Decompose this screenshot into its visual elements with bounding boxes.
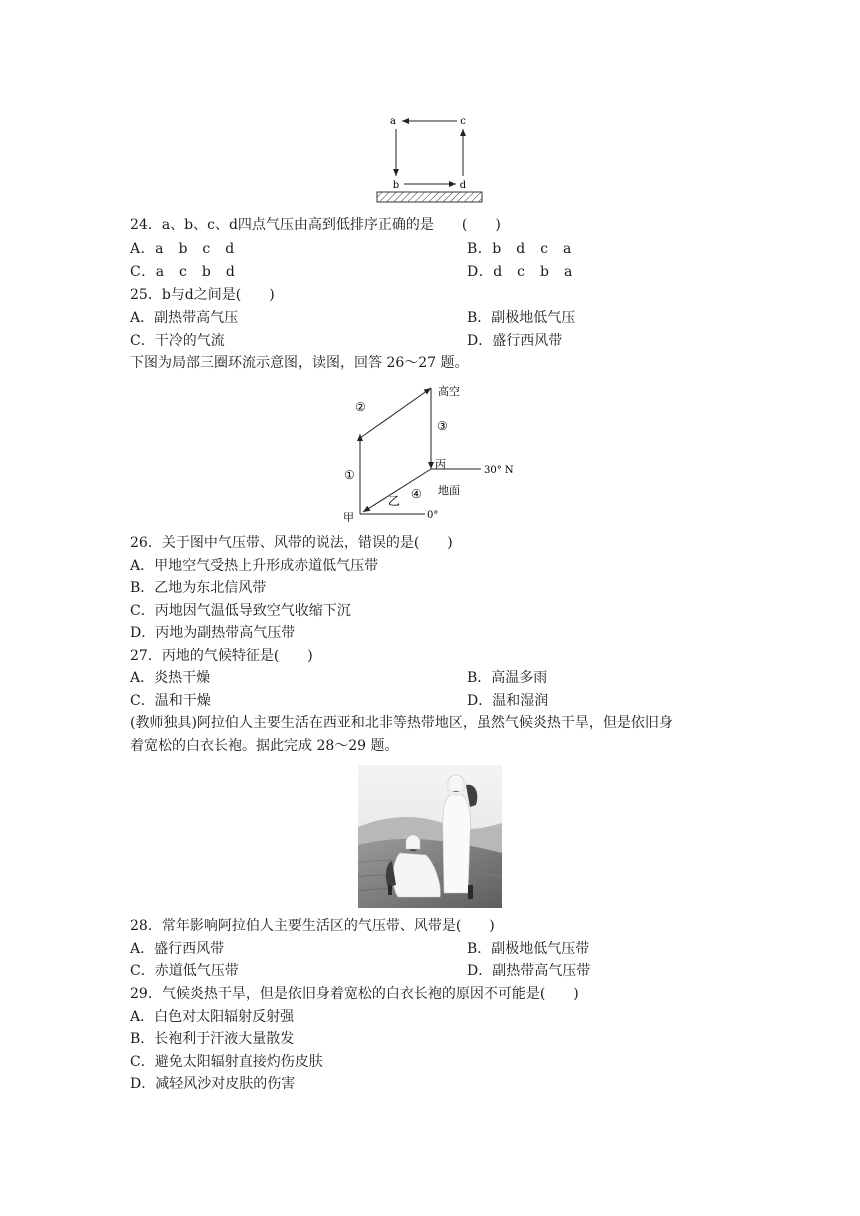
label-ground: 地面	[438, 484, 460, 497]
q27-option-b: B．高温多雨	[467, 670, 548, 686]
q26-option-a: A．甲地空气受热上升形成赤道低气压带	[130, 558, 379, 574]
label-jia: 甲	[343, 511, 354, 524]
intro-28-29-line2: 着宽松的白衣长袍。据此完成 28～29 题。	[130, 738, 399, 754]
q28-option-d: D．副热带高气压带	[467, 963, 591, 979]
q26-option-b: B．乙地为东北信风带	[130, 580, 267, 596]
q27-stem: 27．丙地的气候特征是( )	[130, 648, 313, 664]
label-circle-2: ②	[355, 400, 366, 414]
q25-option-d: D．盛行西风带	[467, 333, 563, 349]
label-0deg: 0°	[427, 510, 439, 521]
q29-stem: 29．气候炎热干旱，但是依旧身着宽松的白衣长袍的原因不可能是( )	[130, 986, 579, 1002]
ground-hatch	[377, 192, 482, 202]
label-circle-1: ①	[344, 468, 355, 482]
q24-option-c: C．a c b d	[130, 264, 236, 280]
label-circle-4: ④	[411, 487, 422, 501]
q29-option-b: B．长袍利于汗液大量散发	[130, 1031, 295, 1047]
three-cell-circulation-figure	[335, 378, 535, 528]
q26-option-d: D．丙地为副热带高气压带	[130, 625, 296, 641]
q28-option-a: A．盛行西风带	[130, 941, 225, 957]
q29-option-d: D．减轻风沙对皮肤的伤害	[130, 1076, 296, 1092]
q28-option-c: C．赤道低气压带	[130, 963, 239, 979]
q24-option-b: B．b d c a	[467, 241, 572, 257]
q25-option-a: A．副热带高气压	[130, 310, 239, 326]
label-b: b	[392, 180, 400, 191]
label-circle-3: ③	[437, 419, 448, 433]
q25-option-b: B．副极地低气压	[467, 310, 576, 326]
q24-option-a: A．a b c d	[130, 241, 235, 257]
q27-option-c: C．温和干燥	[130, 693, 211, 709]
q27-option-d: D．温和湿润	[467, 693, 549, 709]
q27-option-a: A．炎热干燥	[130, 670, 211, 686]
desert-photo	[358, 765, 502, 908]
q26-stem: 26．关于图中气压带、风带的说法，错误的是( )	[130, 535, 453, 551]
q24-stem: 24．a、b、c、d四点气压由高到低排序正确的是 ( )	[130, 217, 501, 233]
q29-option-c: C．避免太阳辐射直接灼伤皮肤	[130, 1054, 323, 1070]
label-d: d	[459, 180, 467, 191]
label-30n: 30° N	[484, 465, 514, 476]
q24-option-d: D．d c b a	[467, 264, 573, 280]
q29-option-a: A．白色对太阳辐射反射强	[130, 1009, 295, 1025]
intro-28-29-line1: (教师独具)阿拉伯人主要生活在西亚和北非等热带地区，虽然气候炎热干旱，但是依旧身	[130, 715, 673, 731]
q26-option-c: C．丙地因气温低导致空气收缩下沉	[130, 603, 351, 619]
q28-option-b: B．副极地低气压带	[467, 941, 590, 957]
circulation-square-figure	[372, 110, 490, 206]
q25-stem: 25．b与d之间是( )	[130, 287, 275, 303]
label-c: c	[460, 116, 466, 127]
label-bing: 丙	[435, 458, 446, 471]
intro-26-27: 下图为局部三圈环流示意图，读图，回答 26～27 题。	[130, 355, 469, 371]
arrow-upper-diagonal	[360, 388, 431, 438]
label-a: a	[390, 116, 396, 127]
q25-option-c: C．干冷的气流	[130, 333, 225, 349]
label-yi: 乙	[388, 494, 401, 508]
q28-stem: 28．常年影响阿拉伯人主要生活区的气压带、风带是( )	[130, 918, 495, 934]
label-high-altitude: 高空	[438, 385, 460, 398]
